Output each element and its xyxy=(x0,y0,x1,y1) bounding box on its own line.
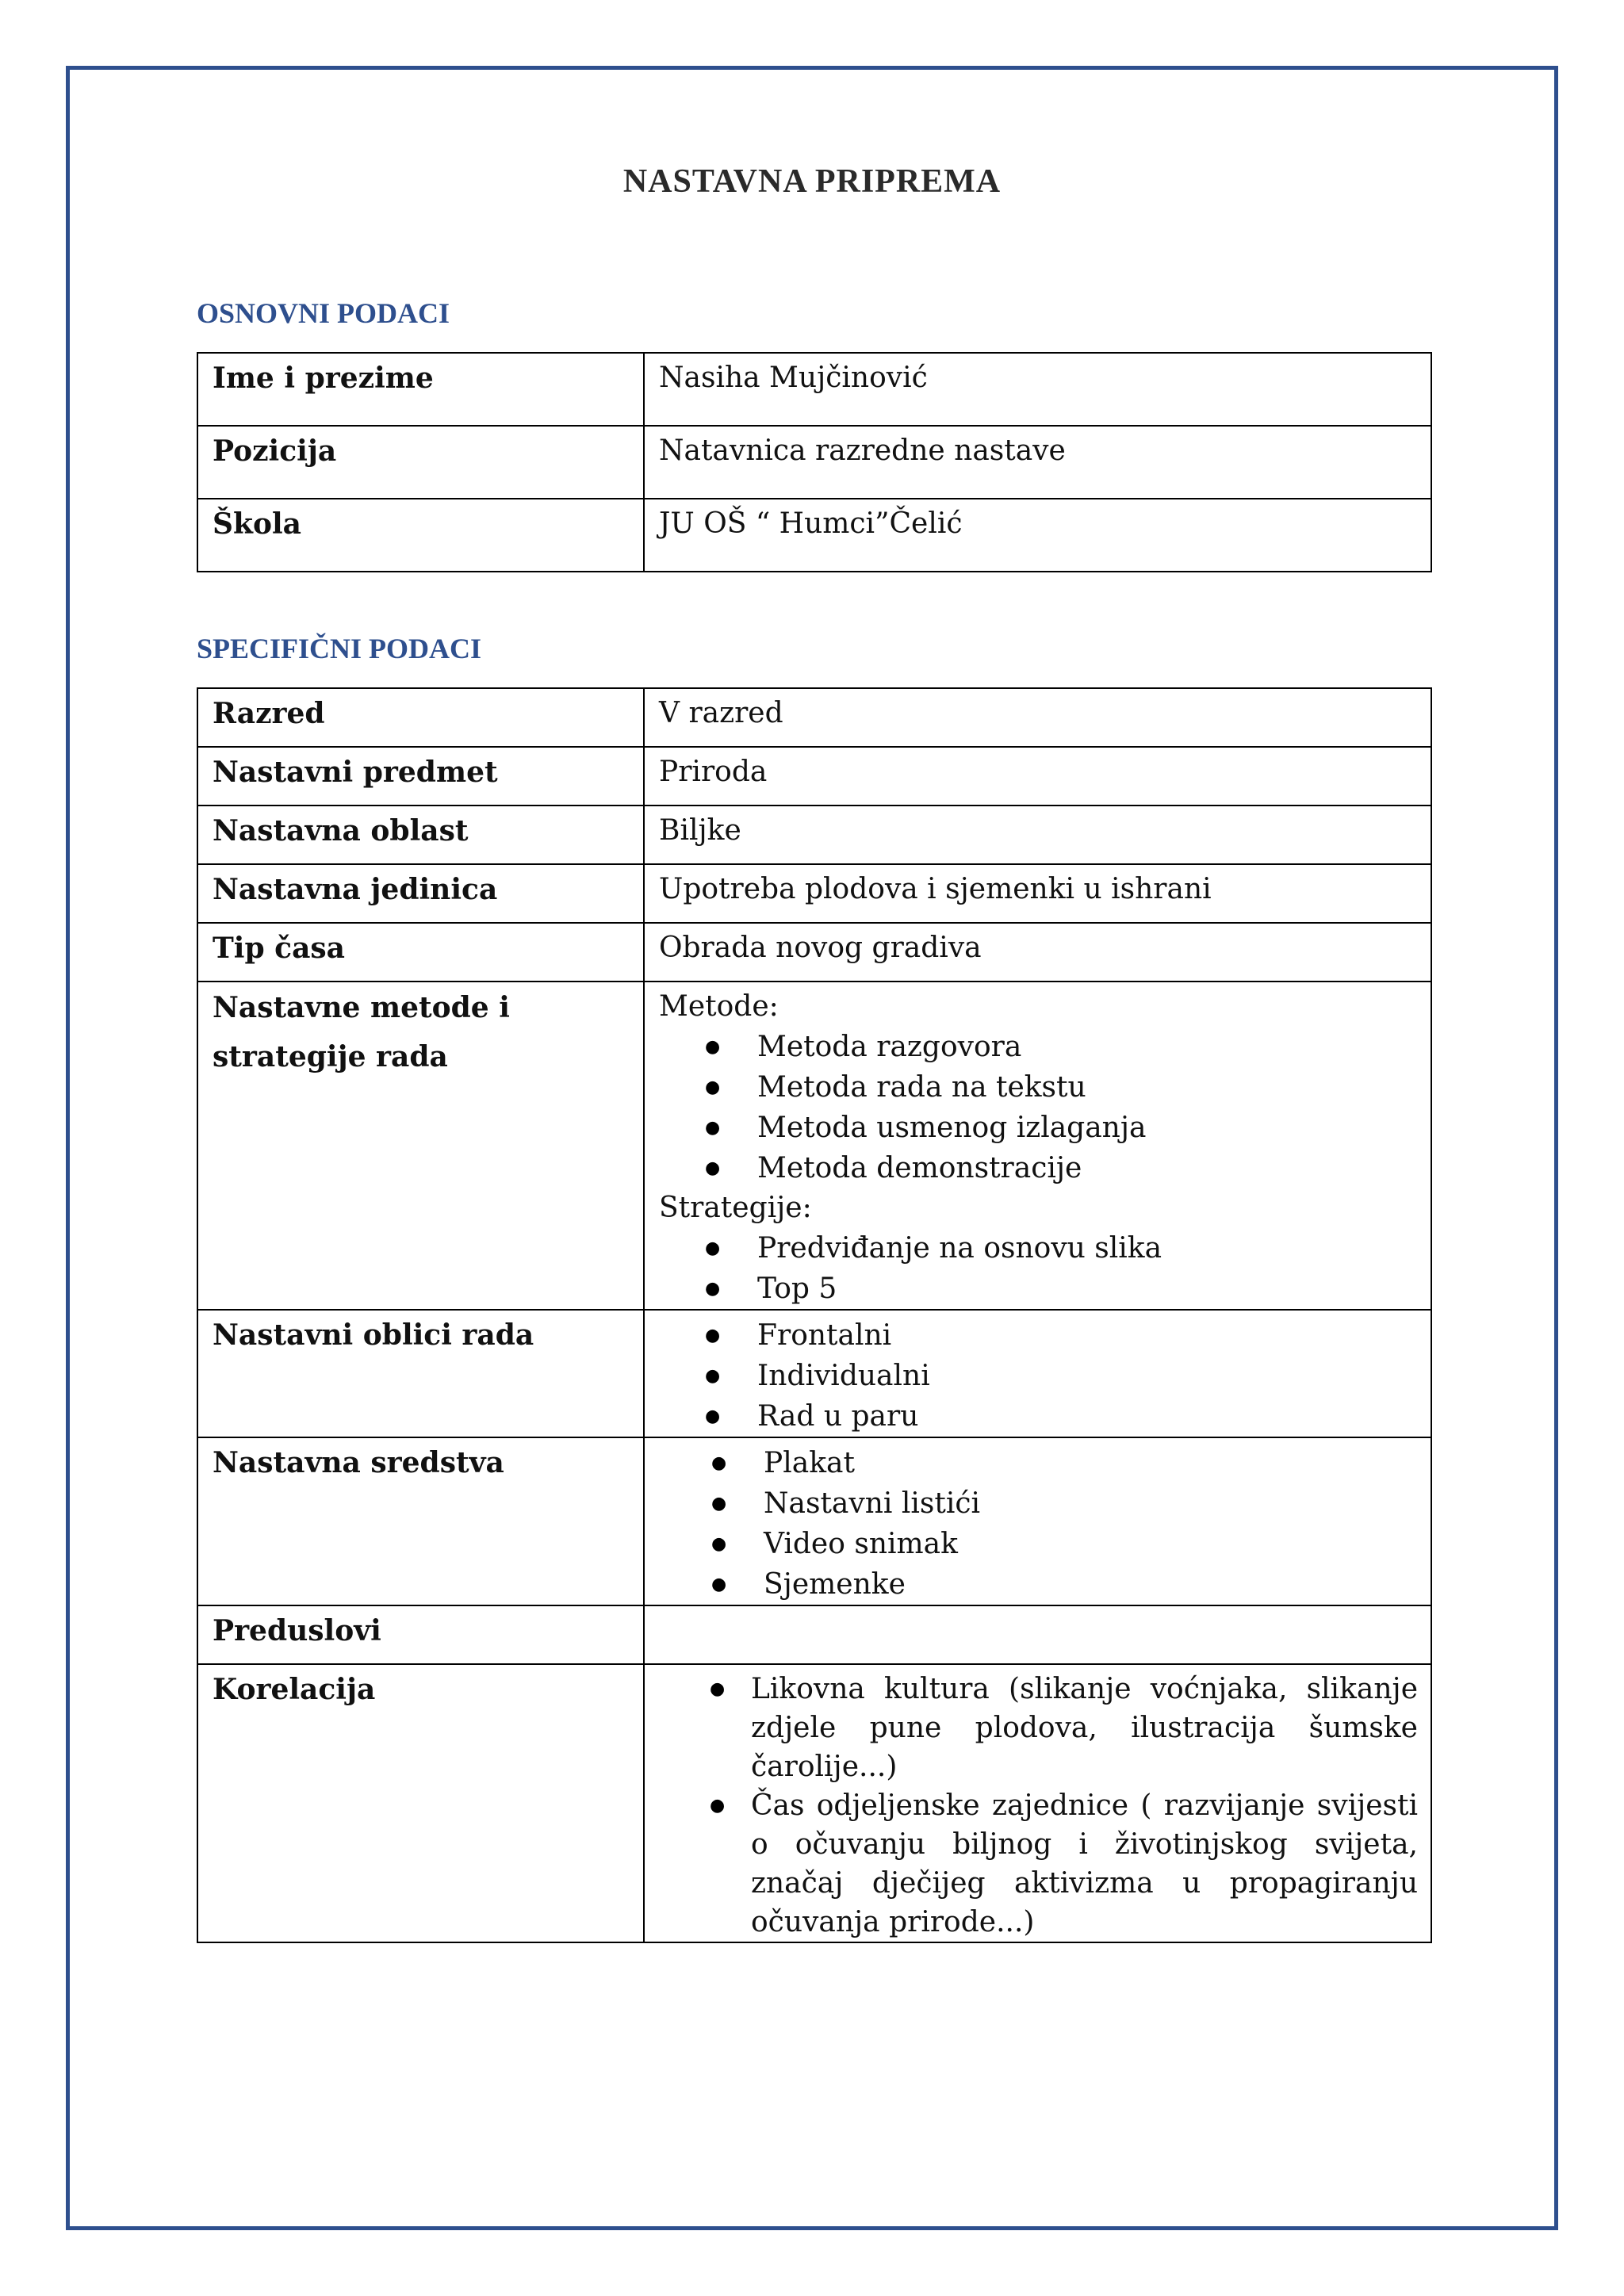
list-item: ● Sjemenke xyxy=(659,1564,1418,1605)
table-row xyxy=(197,747,1431,806)
row-label: Nastavni predmet xyxy=(197,747,644,806)
row-value: Upotreba plodova i sjemenki u ishrani xyxy=(644,864,1431,923)
row-label: Korelacija xyxy=(197,1664,644,1942)
table-row xyxy=(197,1437,1431,1605)
table-row xyxy=(197,1310,1431,1437)
section-heading-osnovni: OSNOVNI PODACI xyxy=(197,297,450,329)
osnovni-podaci-table xyxy=(197,352,1432,572)
sredstva-list xyxy=(659,1443,1418,1605)
row-label xyxy=(197,982,644,1310)
metode-title: Metode: xyxy=(659,990,779,1023)
list-item: ● Metoda rada na tekstu xyxy=(659,1067,1418,1108)
row-label: Nastavni oblici rada xyxy=(197,1310,644,1437)
list-item: ● Čas odjeljenske zajednice ( razvijanje svijesti o očuvanju biljnog i životinjskog svijeta, značaj dječijeg aktivizma u propagiranju očuvanja prirode...) xyxy=(659,1786,1418,1942)
row-value xyxy=(644,982,1431,1310)
table-row xyxy=(197,688,1431,747)
row-label: Tip časa xyxy=(197,923,644,982)
row-label: Ime i prezime xyxy=(197,353,644,426)
table-row xyxy=(197,1664,1431,1942)
row-value: Nasiha Mujčinović xyxy=(644,353,1431,426)
row-value: JU OŠ “ Humci”Čelić xyxy=(644,499,1431,572)
list-item: ● Metoda razgovora xyxy=(659,1027,1418,1067)
table-row xyxy=(197,499,1431,572)
specificni-podaci-table xyxy=(197,687,1432,1943)
row-label: Preduslovi xyxy=(197,1605,644,1664)
strategije-list xyxy=(659,1228,1418,1309)
table-row xyxy=(197,806,1431,864)
label-line: strategije rada xyxy=(213,1040,448,1073)
list-item: ● Individualni xyxy=(659,1356,1418,1396)
list-item: ● Frontalni xyxy=(659,1315,1418,1356)
row-value xyxy=(644,1605,1431,1664)
row-value: Biljke xyxy=(644,806,1431,864)
row-value: Obrada novog gradiva xyxy=(644,923,1431,982)
strategije-title: Strategije: xyxy=(659,1192,812,1224)
row-label: Nastavna oblast xyxy=(197,806,644,864)
table-row xyxy=(197,1605,1431,1664)
korelacija-list xyxy=(659,1670,1418,1942)
list-item: ● Top 5 xyxy=(659,1269,1418,1309)
list-item: ● Plakat xyxy=(659,1443,1418,1483)
section-heading-specificni: SPECIFIČNI PODACI xyxy=(197,633,482,664)
row-value: Priroda xyxy=(644,747,1431,806)
oblici-list xyxy=(659,1315,1418,1437)
row-value xyxy=(644,1310,1431,1437)
list-item: ● Rad u paru xyxy=(659,1396,1418,1437)
table-row xyxy=(197,923,1431,982)
table-row xyxy=(197,426,1431,499)
metode-list xyxy=(659,1027,1418,1188)
list-item: ● Nastavni listići xyxy=(659,1483,1418,1524)
table-row xyxy=(197,864,1431,923)
row-label: Razred xyxy=(197,688,644,747)
table-row xyxy=(197,982,1431,1310)
row-value xyxy=(644,1664,1431,1942)
row-value: Natavnica razredne nastave xyxy=(644,426,1431,499)
row-label: Nastavna sredstva xyxy=(197,1437,644,1605)
row-value: V razred xyxy=(644,688,1431,747)
list-item: ● Predviđanje na osnovu slika xyxy=(659,1228,1418,1269)
row-label: Škola xyxy=(197,499,644,572)
table-row xyxy=(197,353,1431,426)
row-label: Pozicija xyxy=(197,426,644,499)
list-item: ● Metoda demonstracije xyxy=(659,1148,1418,1188)
list-item: ● Likovna kultura (slikanje voćnjaka, slikanje zdjele pune plodova, ilustracija šumske čarolije...) xyxy=(659,1670,1418,1786)
row-label: Nastavna jedinica xyxy=(197,864,644,923)
list-item: ● Video snimak xyxy=(659,1524,1418,1564)
label-line: Nastavne metode i xyxy=(213,991,510,1024)
row-value xyxy=(644,1437,1431,1605)
list-item: ● Metoda usmenog izlaganja xyxy=(659,1108,1418,1148)
document-title: NASTAVNA PRIPREMA xyxy=(622,163,1002,200)
